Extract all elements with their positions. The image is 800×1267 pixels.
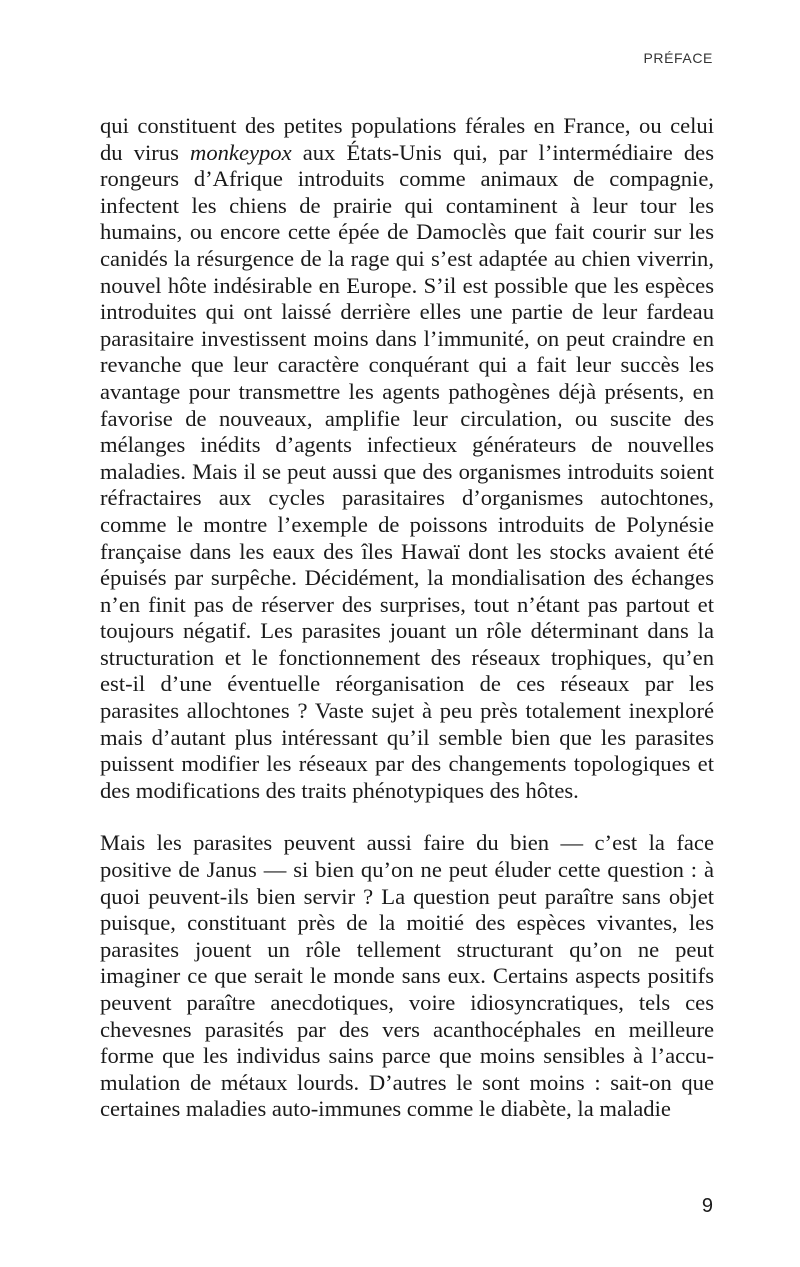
page-body bbox=[100, 113, 714, 1123]
running-head: PRÉFACE bbox=[643, 50, 713, 66]
paragraph-2: Mais les parasites peuvent aussi faire du bien — c’est la face positive de Janus — si bien qu’on ne peut éluder cette question : à quoi peuvent-ils bien servir ? La question peut paraître sans objet puisque, constituant près de la moitié des espèces vivantes, les parasites jouent un rôle tellement structurant qu’on ne peut imaginer ce que serait le monde sans eux. Certains aspects positifs peuvent paraître anecdotiques, voire idiosyncratiques, tels ces chevesnes parasités par des vers acanthocéphales en meilleure forme que les individus sains parce que moins sensibles à l’accumulation de métaux lourds. D’autres le sont moins : sait-on que certaines maladies auto-immunes comme le diabète, la maladie bbox=[100, 830, 714, 1122]
paragraph-1 bbox=[100, 113, 714, 804]
paragraph-1-text-start: qui constituent des petites populations férales en France, ou celui du virus bbox=[100, 113, 714, 165]
page-number: 9 bbox=[701, 1195, 713, 1217]
italic-term-monkeypox: monkeypox bbox=[190, 139, 292, 165]
paragraph-1-text-end: aux États-Unis qui, par l’intermédiaire des rongeurs d’Afrique introduits comme animaux de compagnie, infectent les chiens de prairie qui contaminent à leur tour les humains, ou encore cette épée de Damoclès que fait courir sur les canidés la résurgence de la rage qui s’est adaptée au chien viverrin, nouvel hôte indésirable en Europe. S’il est possible que les espèces introduites qui ont laissé derrière elles une partie de leur fardeau parasitaire investissent moins dans l’immunité, on peut craindre en revanche que leur caractère conquérant qui a fait leur succès les avantage pour transmettre les agents pathogènes déjà présents, en favorise de nouveaux, amplifie leur circulation, ou suscite des mélanges inédits d’agents infectieux générateurs de nouvelles maladies. Mais il se peut aussi que des organismes introduits soient réfractaires aux cycles parasitaires d’organismes autochtones, comme le montre l’exemple de poissons introduits de Polynésie française dans les eaux des îles Hawaï dont les stocks avaient été épuisés par surpêche. Décidément, la mondialisation des échanges n’en finit pas de réserver des surprises, tout n’étant pas partout et toujours négatif. Les parasites jouant un rôle déterminant dans la structuration et le fonctionnement des réseaux trophiques, qu’en est-il d’une éventuelle réorganisation de ces réseaux par les parasites allochtones ? Vaste sujet à peu près totalement inexploré mais d’autant plus intéressant qu’il semble bien que les parasites puissent modifier les réseaux par des changements topologiques et des modifications des traits phénotypiques des hôtes. bbox=[100, 139, 714, 803]
